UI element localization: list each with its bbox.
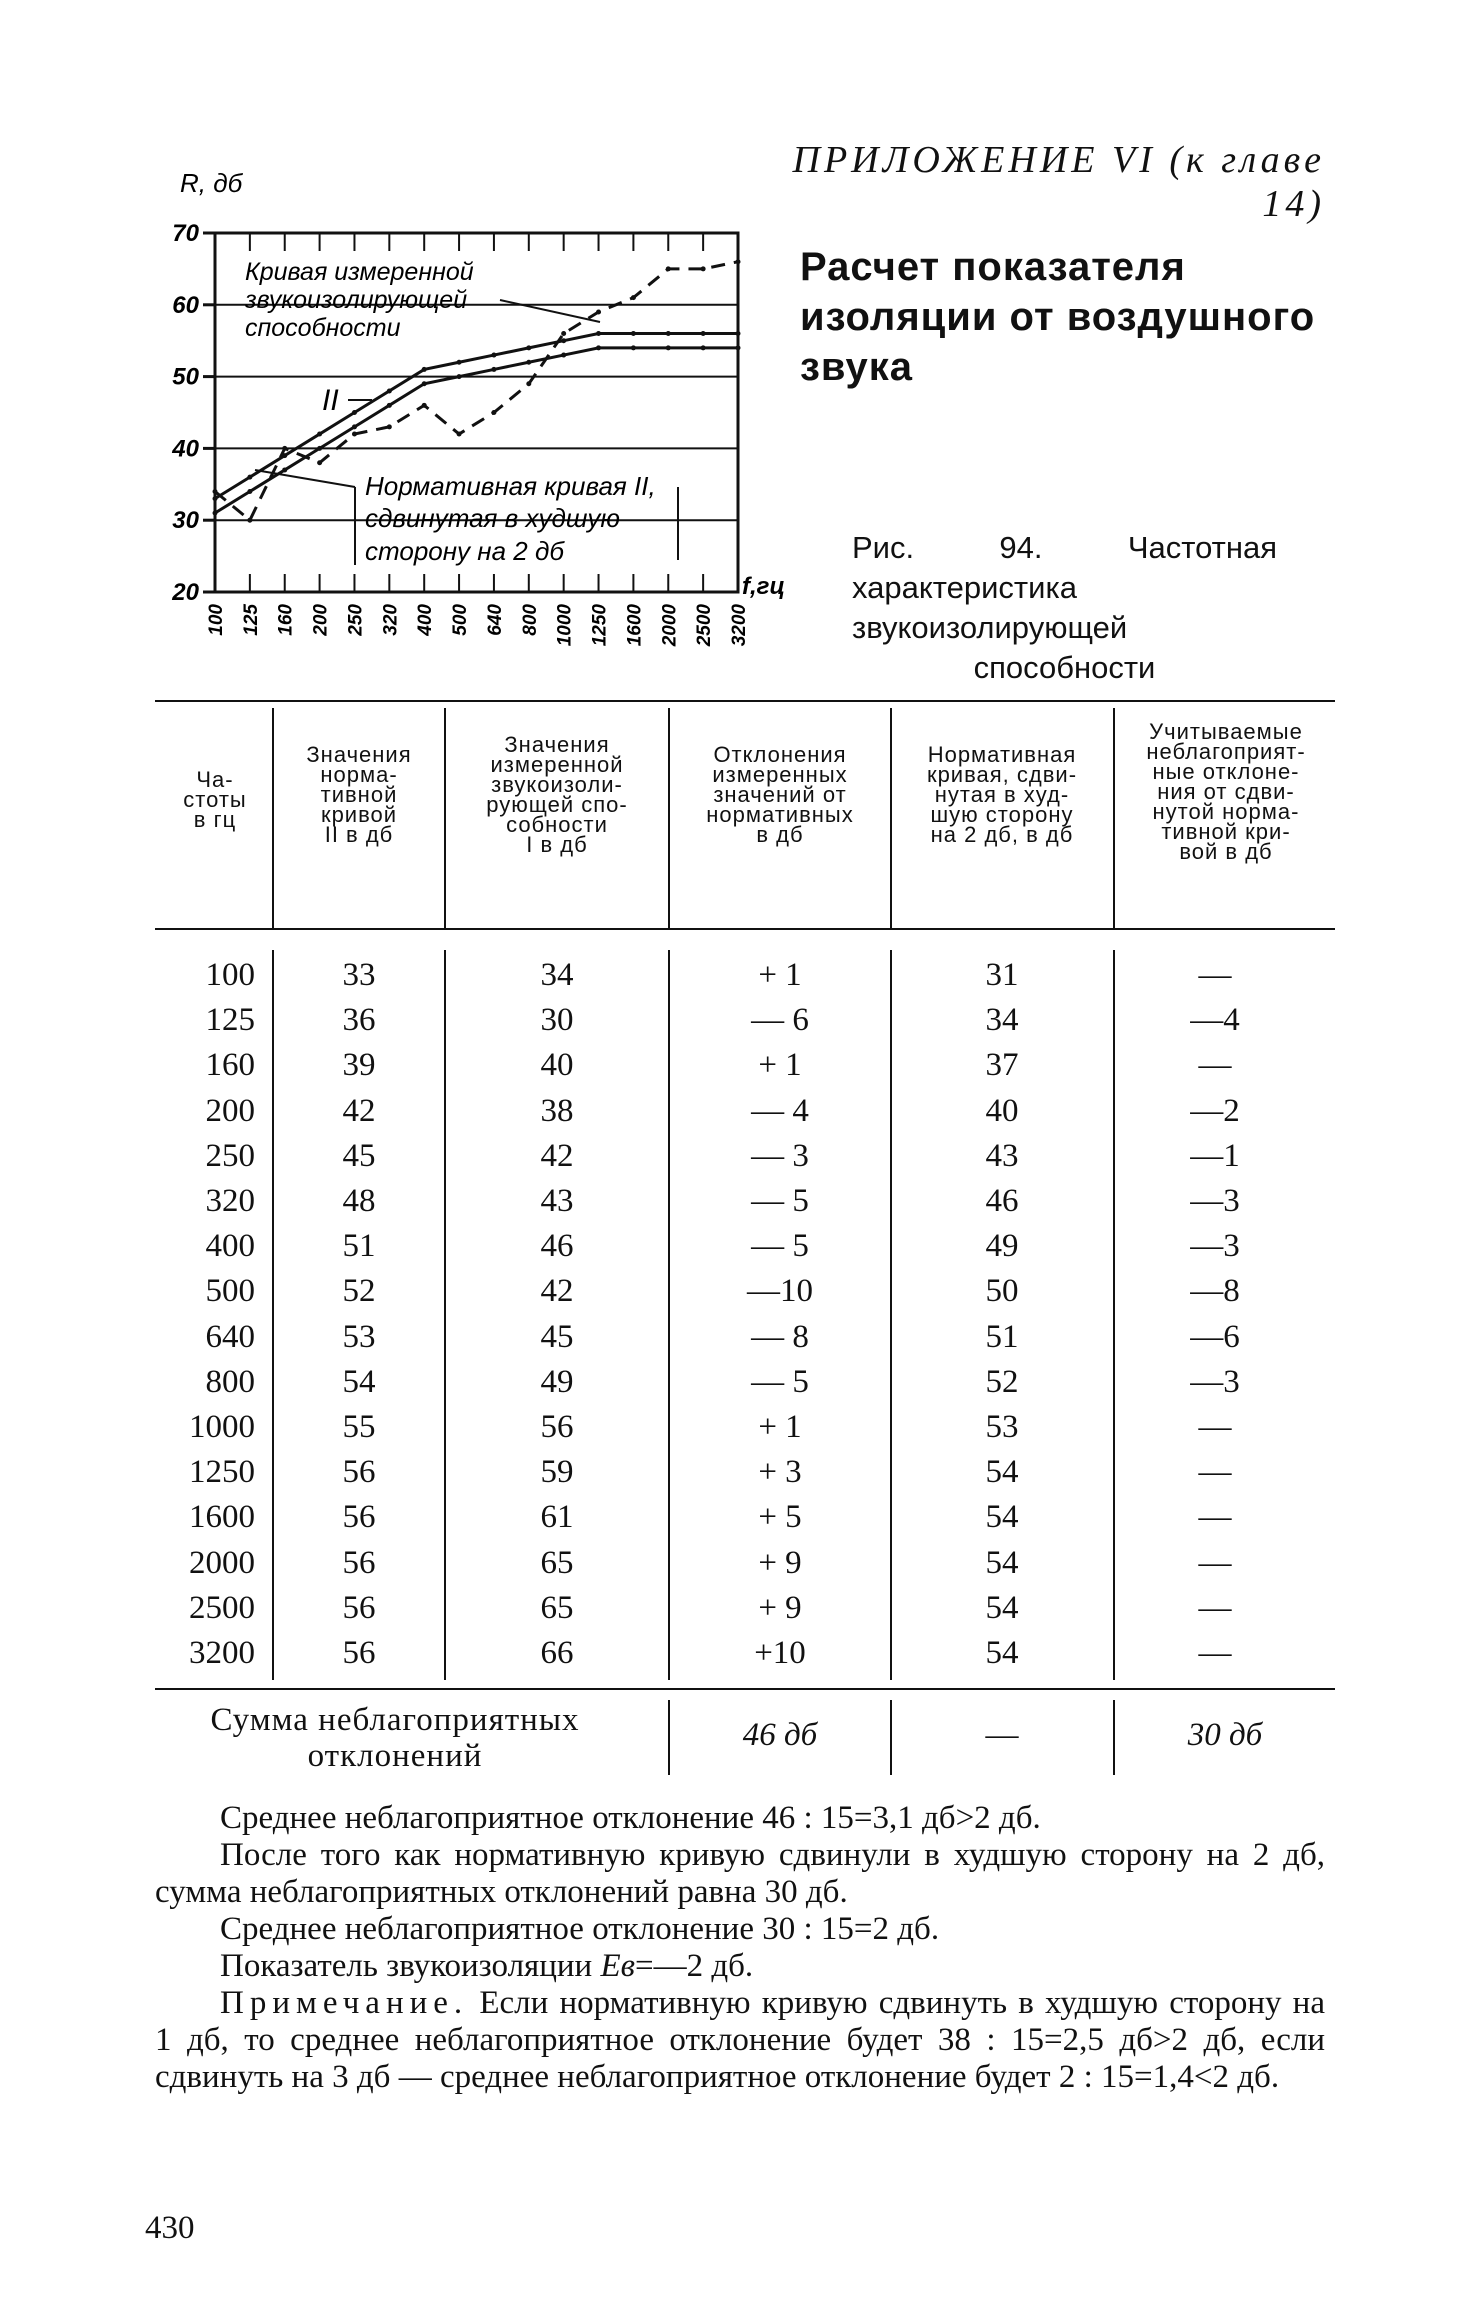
data-point <box>282 453 287 458</box>
table-cell-r14-c4: + 9 <box>758 1544 802 1581</box>
table-header-col-2 <box>275 742 443 847</box>
table-cell-r15-c1: 2500 <box>189 1589 255 1626</box>
data-point <box>457 374 462 379</box>
col-divider-5 <box>1113 708 1115 928</box>
index-symbol: Eв <box>600 1948 635 1984</box>
table-cell-r1-c3: 34 <box>540 957 574 993</box>
x-tick-label: 100 <box>206 604 227 636</box>
paragraph-average-1: Среднее неблагоприятное отклонение 46 : 15=3,1 дб>2 дб. <box>220 1800 1041 1836</box>
table-cell-r1-c2: 33 <box>342 957 376 993</box>
table-header-col-4 <box>671 742 889 847</box>
data-point <box>736 259 741 264</box>
table-sum-rule <box>155 1688 1335 1690</box>
x-tick-label: 1250 <box>589 604 611 647</box>
table-cell-r7-c1: 400 <box>205 1228 255 1265</box>
x-tick-label: 400 <box>415 604 437 636</box>
header-line: ния от сдви- <box>1157 779 1295 804</box>
table-header-col-6 <box>1116 719 1336 864</box>
note-label: Примечание. <box>220 1985 469 2021</box>
y-tick-label: 70 <box>172 220 199 247</box>
data-point <box>317 432 322 437</box>
x-tick-label: 200 <box>310 604 332 636</box>
table-cell-r13-c4: + 5 <box>758 1499 802 1536</box>
data-point <box>457 360 462 365</box>
header-line: нутая в худ- <box>934 782 1070 807</box>
data-point <box>736 331 741 336</box>
table-cell-r9-c3: 45 <box>540 1318 574 1355</box>
x-axis-label: f,гц <box>742 573 785 600</box>
frequency-response-chart <box>0 0 820 700</box>
table-cell-r11-c5: 53 <box>985 1409 1019 1445</box>
data-point <box>352 432 357 437</box>
table-cell-r10-c2: 54 <box>342 1363 376 1400</box>
header-line: кривой <box>320 802 398 827</box>
data-point <box>247 518 252 523</box>
col-divider-3b <box>668 950 670 1680</box>
annotation-measured-line: Кривая измеренной <box>245 258 474 286</box>
col-divider-4 <box>890 708 892 928</box>
table-cell-r11-c4: + 1 <box>758 1409 802 1445</box>
table-cell-r11-c3: 56 <box>540 1409 574 1445</box>
data-point <box>213 496 218 501</box>
data-point <box>526 345 531 350</box>
table-cell-r15-c6: — <box>1198 1589 1232 1626</box>
table-cell-r5-c6: —1 <box>1190 1137 1240 1174</box>
table-cell-r16-c5: 54 <box>985 1635 1019 1671</box>
table-cell-r1-c6: — <box>1198 957 1232 993</box>
x-tick-label: 250 <box>345 604 367 636</box>
y-tick-label: 40 <box>172 435 199 463</box>
sum-label-line-2: отклонений <box>307 1738 483 1774</box>
data-point <box>701 345 706 350</box>
table-header-col-5 <box>893 742 1111 847</box>
annotation-measured-line: звукоизолирующей <box>245 286 468 314</box>
x-tick-label: 500 <box>450 604 472 636</box>
data-point <box>387 388 392 393</box>
header-line: вой в дб <box>1179 839 1273 864</box>
header-line: Учитываемые <box>1149 719 1303 744</box>
sum-adverse-total: 30 дб <box>1187 1717 1263 1753</box>
table-cell-r5-c5: 43 <box>985 1137 1019 1174</box>
annotation-curve-ii: II <box>322 384 339 417</box>
data-point <box>387 424 392 429</box>
data-point <box>561 353 566 358</box>
table-cell-r5-c1: 250 <box>205 1137 255 1174</box>
table-cell-r6-c6: —3 <box>1190 1183 1240 1219</box>
header-line: в дб <box>756 822 804 847</box>
table-cell-r3-c4: + 1 <box>758 1047 802 1084</box>
sum-label <box>175 1702 615 1774</box>
table-cell-r2-c3: 30 <box>540 1002 574 1039</box>
header-line: тивной <box>320 782 398 807</box>
table-cell-r8-c5: 50 <box>985 1273 1019 1310</box>
col-divider-3 <box>668 708 670 928</box>
header-line: звукоизоли- <box>491 772 623 797</box>
table-cell-r16-c6: — <box>1198 1635 1232 1671</box>
table-cell-r10-c3: 49 <box>540 1363 574 1400</box>
annotation-shifted-line: Нормативная кривая II, <box>365 471 656 501</box>
table-cell-r2-c4: — 6 <box>751 1002 809 1039</box>
table-cell-r4-c6: —2 <box>1190 1092 1240 1129</box>
data-point <box>282 467 287 472</box>
paragraph-shift: После того как нормативную кривую сдвинули в худшую сторону на 2 дб, сумма неблагоприятных отклонений равна 30 дб. <box>155 1837 1325 1910</box>
data-point <box>491 353 496 358</box>
table-cell-r12-c5: 54 <box>985 1454 1019 1491</box>
data-point <box>352 410 357 415</box>
data-point <box>596 331 601 336</box>
y-tick-label: 20 <box>172 579 199 606</box>
table-cell-r14-c6: — <box>1198 1544 1232 1581</box>
table-cell-r9-c4: — 8 <box>751 1318 809 1355</box>
data-point <box>422 381 427 386</box>
table-cell-r8-c2: 52 <box>342 1273 376 1310</box>
table-cell-r16-c3: 66 <box>540 1635 574 1671</box>
data-point <box>247 475 252 480</box>
y-tick-label: 50 <box>172 363 199 391</box>
table-cell-r14-c5: 54 <box>985 1544 1019 1581</box>
data-point <box>213 489 218 494</box>
header-line: Значения <box>504 732 610 757</box>
data-point <box>666 345 671 350</box>
data-point <box>317 446 322 451</box>
x-tick-label: 2500 <box>694 604 716 647</box>
table-cell-r6-c5: 46 <box>985 1183 1019 1219</box>
table-cell-r10-c6: —3 <box>1190 1363 1240 1400</box>
data-point <box>666 331 671 336</box>
table-cell-r11-c2: 55 <box>342 1409 376 1445</box>
data-point <box>213 511 218 516</box>
table-cell-r11-c6: — <box>1198 1409 1232 1445</box>
data-point <box>631 331 636 336</box>
data-point <box>491 367 496 372</box>
table-cell-r13-c1: 1600 <box>189 1499 255 1536</box>
col-divider-2b <box>444 950 446 1680</box>
table-cell-r8-c1: 500 <box>205 1273 255 1310</box>
table-cell-r15-c4: + 9 <box>758 1589 802 1626</box>
x-tick-label: 125 <box>240 604 262 636</box>
annotation-shifted-line: сторону на 2 дб <box>365 536 564 566</box>
data-point <box>596 309 601 314</box>
x-tick-label: 2000 <box>659 604 681 647</box>
data-point <box>701 331 706 336</box>
table-cell-r12-c1: 1250 <box>189 1454 255 1491</box>
data-point <box>491 410 496 415</box>
table-cell-r15-c3: 65 <box>540 1589 574 1626</box>
table-cell-r13-c2: 56 <box>342 1499 376 1536</box>
data-point <box>457 432 462 437</box>
table-cell-r1-c5: 31 <box>985 957 1019 993</box>
header-line: Нормативная <box>927 742 1077 767</box>
header-line: собности <box>506 812 608 837</box>
table-cell-r15-c5: 54 <box>985 1589 1019 1626</box>
table-header-rule <box>155 928 1335 930</box>
sum-label-line-1: Сумма неблагоприятных <box>210 1702 580 1738</box>
table-cell-r7-c2: 51 <box>342 1228 376 1265</box>
col-divider-1b <box>272 950 274 1680</box>
data-point <box>422 367 427 372</box>
table-cell-r4-c2: 42 <box>342 1092 376 1129</box>
table-cell-r4-c4: — 4 <box>751 1092 809 1129</box>
table-cell-r5-c2: 45 <box>342 1137 376 1174</box>
table-cell-r6-c1: 320 <box>205 1183 255 1219</box>
header-line: значений от <box>713 782 847 807</box>
table-cell-r16-c1: 3200 <box>189 1635 255 1671</box>
header-line: кривая, сдви- <box>926 762 1078 787</box>
table-cell-r6-c4: — 5 <box>751 1183 809 1219</box>
table-cell-r9-c1: 640 <box>205 1318 255 1355</box>
x-tick-label: 640 <box>484 604 506 636</box>
annotation-shifted-line: сдвинутая в худшую <box>365 503 620 533</box>
table-cell-r11-c1: 1000 <box>189 1409 255 1445</box>
data-point <box>422 403 427 408</box>
col-divider-2 <box>444 708 446 928</box>
table-cell-r2-c5: 34 <box>985 1002 1019 1039</box>
table-cell-r16-c4: +10 <box>754 1635 806 1671</box>
table-cell-r13-c5: 54 <box>985 1499 1019 1536</box>
annotation-measured-leader <box>500 300 600 322</box>
header-line: измеренных <box>712 762 848 787</box>
data-point <box>596 345 601 350</box>
table-cell-r13-c3: 61 <box>540 1499 574 1536</box>
table-cell-r8-c4: —10 <box>747 1273 813 1310</box>
paragraph-index: Показатель звукоизоляции Eв=—2 дб. <box>220 1948 754 1984</box>
table-cell-r7-c4: — 5 <box>751 1228 809 1265</box>
y-tick-label: 30 <box>172 507 199 535</box>
header-line: в гц <box>193 807 237 832</box>
header-line: Значения <box>306 742 412 767</box>
table-cell-r8-c3: 42 <box>540 1273 574 1310</box>
table-cell-r6-c2: 48 <box>342 1183 376 1219</box>
table-cell-r4-c5: 40 <box>985 1092 1019 1129</box>
running-header: ПРИЛОЖЕНИЕ VI (к главе 14) <box>792 139 1325 225</box>
data-point <box>561 338 566 343</box>
header-line: шую сторону <box>930 802 1074 827</box>
data-point <box>526 360 531 365</box>
data-point <box>282 446 287 451</box>
header-line: Отклонения <box>713 742 847 767</box>
data-point <box>247 489 252 494</box>
section-title: Расчет показателя изоляции от воздушного звука <box>800 245 1316 389</box>
x-tick-label: 800 <box>519 604 541 636</box>
paragraph-average-2: Среднее неблагоприятное отклонение 30 : 15=2 дб. <box>220 1911 940 1947</box>
table-cell-r15-c2: 56 <box>342 1589 376 1626</box>
data-point <box>561 331 566 336</box>
table-cell-r12-c4: + 3 <box>758 1454 802 1491</box>
header-line: стоты <box>183 787 247 812</box>
table-cell-r3-c2: 39 <box>342 1047 376 1084</box>
data-point <box>317 460 322 465</box>
table-cell-r1-c1: 100 <box>205 957 255 993</box>
col-divider-5b <box>1113 950 1115 1680</box>
header-line: нутой норма- <box>1152 799 1300 824</box>
sum-deviation-total: 46 дб <box>742 1717 818 1753</box>
table-cell-r12-c3: 59 <box>540 1454 574 1491</box>
sum-shifted-total: — <box>985 1717 1019 1753</box>
x-tick-label: 320 <box>380 604 402 636</box>
table-cell-r2-c2: 36 <box>342 1002 376 1039</box>
table-cell-r3-c3: 40 <box>540 1047 574 1084</box>
col-divider-4b <box>890 950 892 1680</box>
table-cell-r5-c4: — 3 <box>751 1137 809 1174</box>
header-line: тивной кри- <box>1161 819 1291 844</box>
y-axis-label: R, дб <box>180 168 243 198</box>
table-cell-r9-c2: 53 <box>342 1318 376 1355</box>
table-cell-r14-c2: 56 <box>342 1544 376 1581</box>
table-cell-r8-c6: —8 <box>1190 1273 1240 1310</box>
table-cell-r2-c6: —4 <box>1190 1002 1240 1039</box>
table-cell-r4-c3: 38 <box>540 1092 574 1129</box>
header-line: Ча- <box>196 767 234 792</box>
table-cell-r3-c5: 37 <box>985 1047 1019 1084</box>
table-cell-r14-c3: 65 <box>540 1544 574 1581</box>
col-divider-1 <box>272 708 274 928</box>
table-cell-r13-c6: — <box>1198 1499 1232 1536</box>
table-cell-r7-c6: —3 <box>1190 1228 1240 1265</box>
chart-labels <box>171 168 785 647</box>
table-cell-r2-c1: 125 <box>205 1002 255 1039</box>
table-cell-r12-c6: — <box>1198 1454 1232 1491</box>
data-point <box>631 295 636 300</box>
table-cell-r7-c3: 46 <box>540 1228 574 1265</box>
table-cell-r9-c6: —6 <box>1190 1318 1240 1355</box>
header-line: I в дб <box>526 832 588 857</box>
header-line: нормативных <box>706 802 854 827</box>
table-cell-r10-c5: 52 <box>985 1363 1019 1400</box>
annotation-measured-line: способности <box>245 314 401 342</box>
data-point <box>631 345 636 350</box>
data-point <box>736 345 741 350</box>
table-cell-r12-c2: 56 <box>342 1454 376 1491</box>
data-point <box>352 424 357 429</box>
x-tick-label: 1600 <box>624 604 646 647</box>
x-tick-label: 3200 <box>729 604 750 647</box>
table-top-rule <box>155 700 1335 702</box>
table-cell-r3-c1: 160 <box>205 1047 255 1084</box>
table-cell-r7-c5: 49 <box>985 1228 1019 1265</box>
data-point <box>701 266 706 271</box>
table-cell-r1-c4: + 1 <box>758 957 802 993</box>
header-line: неблагоприят- <box>1146 739 1306 764</box>
header-line: норма- <box>320 762 398 787</box>
page-number: 430 <box>145 2210 195 2246</box>
header-line: рующей спо- <box>486 792 628 817</box>
table-cell-r16-c2: 56 <box>342 1635 376 1671</box>
paragraph-note: Примечание. Если нормативную кривую сдвинуть в худшую сторону на 1 дб, то среднее неблагоприятное отклонение будет 38 : 15=2,5 дб>2 дб, если сдвинуть на 3 дб — среднее неблагоприятное отклонение будет 2 : 15=1,4<2 дб. <box>155 1985 1325 2095</box>
y-tick-label: 60 <box>172 291 199 319</box>
data-point <box>387 403 392 408</box>
table-header-col-1 <box>160 767 270 832</box>
figure-caption: Рис. 94. Частотная характеристика звукоизолирующей способности <box>852 530 1277 685</box>
table-header-col-3 <box>447 732 667 857</box>
header-line: на 2 дб, в дб <box>930 822 1074 847</box>
x-tick-label: 160 <box>275 604 297 636</box>
table-cell-r14-c1: 2000 <box>189 1544 255 1581</box>
table-cell-r4-c1: 200 <box>205 1092 255 1129</box>
x-tick-label: 1000 <box>554 604 576 647</box>
header-line: ные отклоне- <box>1152 759 1300 784</box>
table-cell-r10-c4: — 5 <box>751 1363 809 1400</box>
header-line: измеренной <box>490 752 624 777</box>
table-cell-r3-c6: — <box>1198 1047 1232 1084</box>
table-cell-r6-c3: 43 <box>540 1183 574 1219</box>
header-line: II в дб <box>324 822 394 847</box>
data-point <box>666 266 671 271</box>
table-cell-r10-c1: 800 <box>205 1363 255 1400</box>
table-cell-r5-c3: 42 <box>540 1137 574 1174</box>
data-point <box>526 381 531 386</box>
table-cell-r9-c5: 51 <box>985 1318 1019 1355</box>
